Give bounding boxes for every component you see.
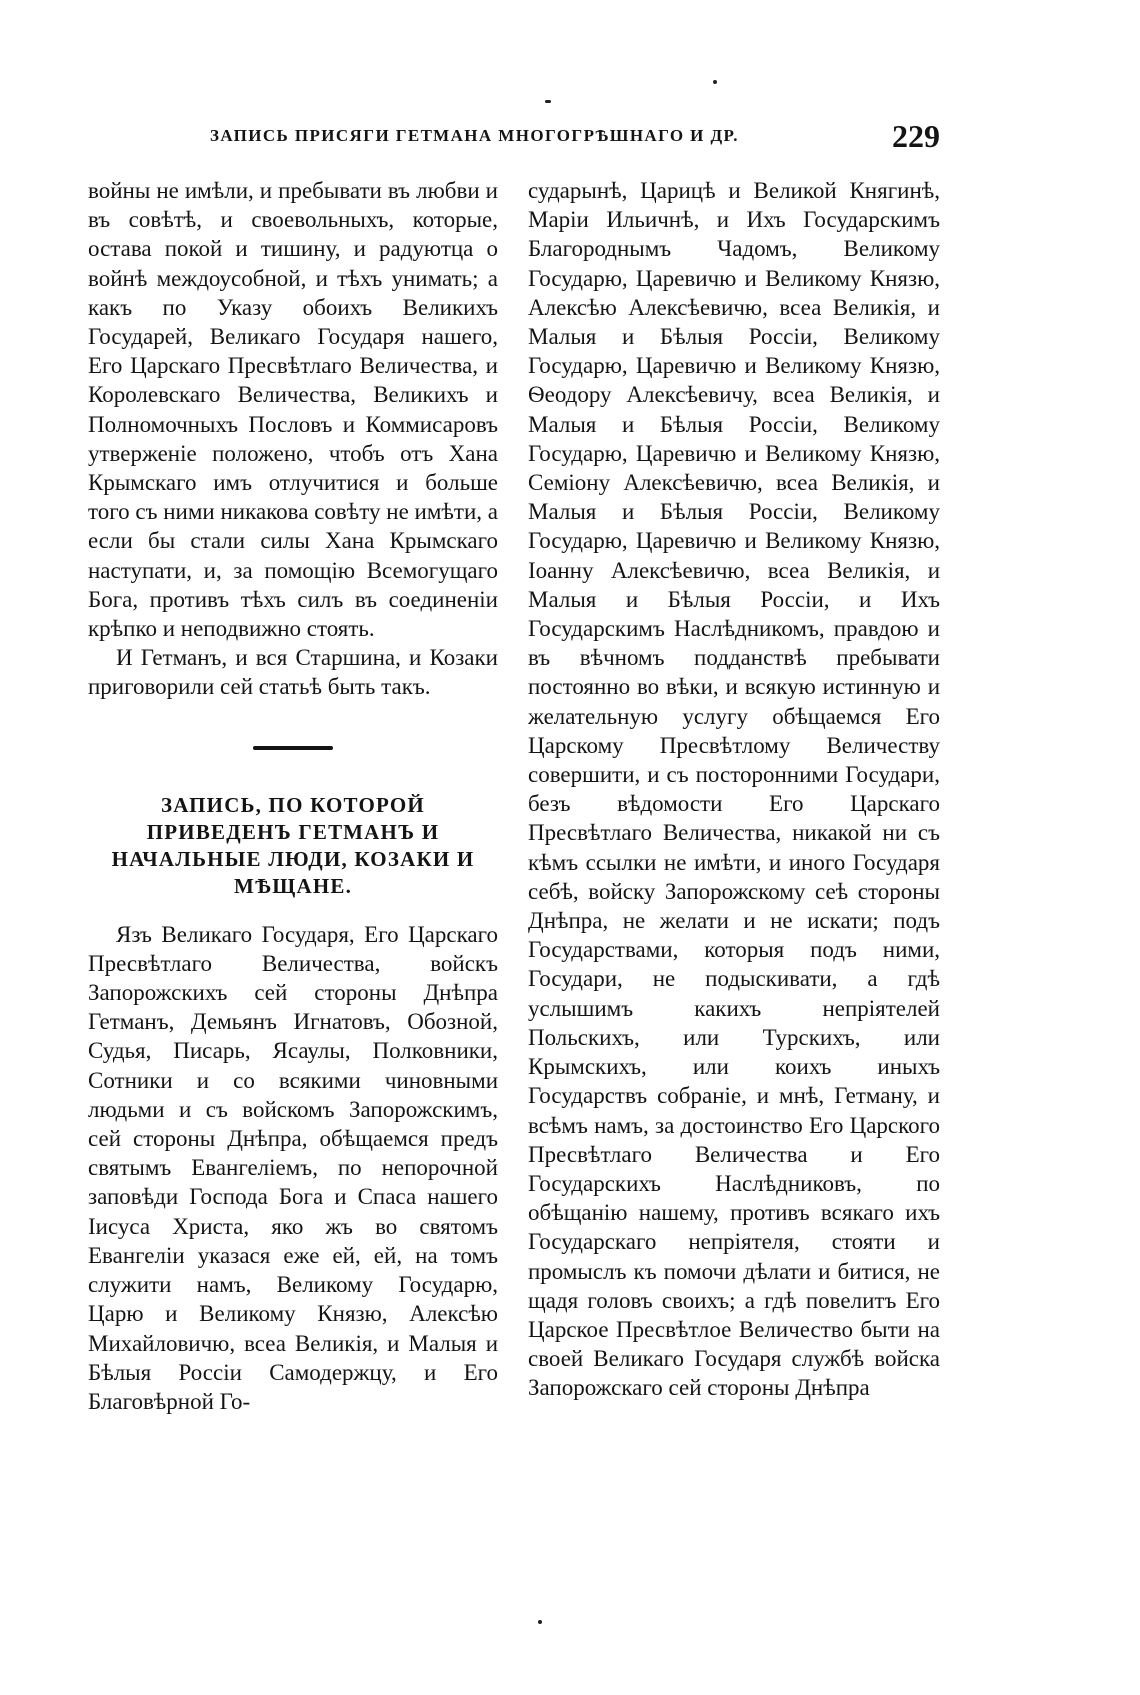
left-paragraph-1: войны не имѣли, и пребывати въ любви и въ совѣтѣ, и своевольныхъ, которые, остава покой и тишину, и радуютца о войнѣ междоусобной, и тѣхъ унимать; а какъ по Указу обоихъ Великихъ Государей, Великаго Государя нашего, Его Царскаго Пресвѣтлаго Величества, и Королевскаго Величества, Великихъ и Полномочныхъ Пословъ и Коммисаровъ утверженіе положено, чтобъ отъ Хана Крымскаго имъ отлучитися и больше того съ ними никакова совѣту не имѣти, а если бы стали силы Хана Крымскаго наступати, и, за помощію Всемогущаго Бога, противъ тѣхъ силъ въ соединеніи крѣпко и неподвижно стоять. [88, 178, 498, 642]
section-divider [253, 746, 333, 750]
page-header [200, 118, 940, 158]
ink-speck [538, 1620, 542, 1624]
ink-speck [713, 80, 717, 84]
ink-speck [545, 100, 551, 103]
left-column [88, 176, 498, 1416]
right-column [528, 176, 940, 1403]
left-paragraph-2: И Гетманъ, и вся Старшина, и Козаки приговорили сей статьѣ быть такъ. [88, 645, 498, 700]
running-title: ЗАПИСЬ ПРИСЯГИ ГЕТМАНА МНОГОГРѢШНАГО И ДР. [210, 126, 739, 145]
page-number: 229 [892, 118, 940, 154]
left-paragraph-3: Язъ Великаго Государя, Его Царскаго Пресвѣтлаго Величества, войскъ Запорожскихъ сей стороны Днѣпра Гетманъ, Демьянъ Игнатовъ, Обозной, Судья, Писарь, Ясаулы, Полковники, Сотники и со всякими чиновными людьми и съ войскомъ Запорожскимъ, сей стороны Днѣпра, обѣщаемся предъ святымъ Евангеліемъ, по непорочной заповѣди Господа Бога и Спаса нашего Іисуса Христа, яко жъ во святомъ Евангеліи указася еже ей, ей, на томъ служити намъ, Великому Государю, Царю и Великому Князю, Алексѣю Михайловичю, всеа Великія, и Малыя и Бѣлыя Россіи Самодержцу, и Его Благовѣрной Го- [88, 921, 498, 1414]
section-heading: ЗАПИСЬ, ПО КОТОРОЙ ПРИВЕДЕНЪ ГЕТМАНЪ И НАЧАЛЬНЫЕ ЛЮДИ, КОЗАКИ И МѢЩАНЕ. [111, 792, 475, 898]
right-paragraph-1: сударынѣ, Царицѣ и Великой Княгинѣ, Маріи Ильичнѣ, и Ихъ Государскимъ Благороднымъ Чадомъ, Великому Государю, Царевичю и Великому Князю, Алексѣю Алексѣевичю, всеа Великія, и Малыя и Бѣлыя Россіи, Великому Государю, Царевичю и Великому Князю, Ѳеодору Алексѣевичу, всеа Великія, и Малыя и Бѣлыя Россіи, Великому Государю, Царевичю и Великому Князю, Семіону Алексѣевичю, всеа Великія, и Малыя и Бѣлыя Россіи, Великому Государю, Царевичю и Великому Князю, Іоанну Алексѣевичю, всеа Великія, и Малыя и Бѣлыя Россіи, и Ихъ Государскимъ Наслѣдникомъ, правдою и въ вѣчномъ подданствѣ пребывати постоянно во вѣки, и всякую истинную и желательную услугу обѣщаемся Его Царскому Пресвѣтлому Величеству совершити, и съ посторонними Государи, безъ вѣдомости Его Царскаго Пресвѣтлаго Величества, никакой ни съ кѣмъ ссылки не имѣти, и иного Государя себѣ, войску Запорожскому сеѣ стороны Днѣпра, не желати и не искати; подъ Государствами, которыя подъ ними, Государи, не подыскивати, а гдѣ услышимъ какихъ непріятелей Польскихъ, или Турскихъ, или Крымскихъ, или коихъ иныхъ Государствъ собраніе, и мнѣ, Гетману, и всѣмъ намъ, за достоинство Его Царского Пресвѣтлаго Величества и Его Государскихъ Наслѣдниковъ, по обѣщанію нашему, противъ всякаго ихъ Государскаго непріятеля, стояти и промыслъ къ помочи дѣлати и битися, не щадя головъ своихъ; а гдѣ повелитъ Его Царское Пресвѣтлое Величество быти на своей Великаго Государя службѣ войска Запорожскаго сей стороны Днѣпра [528, 178, 940, 1401]
